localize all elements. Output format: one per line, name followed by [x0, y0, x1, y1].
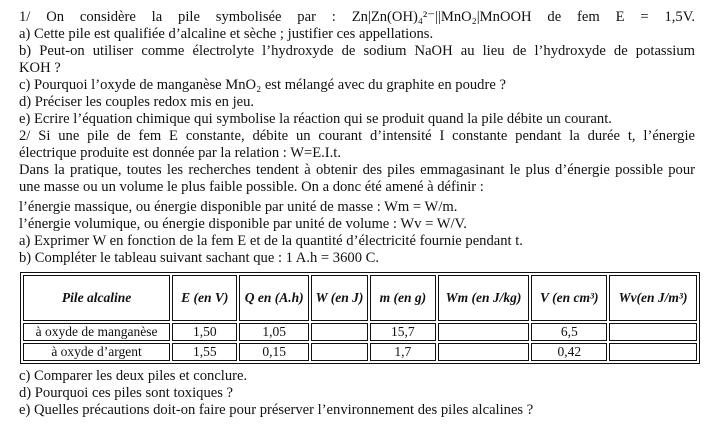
header-w: W (en J) [311, 275, 368, 321]
question-2b: b) Compléter le tableau suivant sachant que : 1 A.h = 3600 C. [19, 250, 380, 266]
cell-w [311, 323, 368, 341]
practice-paragraph-cont: une masse ou un volume le plus faible possible. On a donc été amené à définir : [19, 179, 484, 195]
cell-e: 1,50 [172, 323, 237, 341]
cell-e: 1,55 [172, 343, 237, 361]
question-2-statement: 2/ Si une pile de fem E constante, débite un courant d’intensité I constante pendant la durée t, l’énergie [19, 128, 695, 144]
header-wm: Wm (en J/kg) [438, 275, 530, 321]
header-q: Q en (A.h) [239, 275, 308, 321]
cell-wm [438, 323, 530, 341]
data-table-wrap [20, 272, 700, 364]
cell-m: 1,7 [370, 343, 435, 361]
question-1b-cont: KOH ? [19, 60, 61, 76]
cell-wv [609, 323, 697, 341]
question-2e: e) Quelles précautions doit-on faire pour préserver l’environnement des piles alcalines ? [19, 402, 534, 418]
question-1e: e) Ecrire l’équation chimique qui symbolise la réaction qui se produit quand la pile débite un courant. [19, 111, 612, 127]
cell-pile-name: à oxyde d’argent [23, 343, 170, 361]
cell-q: 0,15 [239, 343, 308, 361]
question-1c: c) Pourquoi l’oxyde de manganèse MnO₂ est mélangé avec du graphite en poudre ? [19, 77, 506, 93]
definition-mass-energy: l’énergie massique, ou énergie disponible par unité de masse : Wm = W/m. [19, 199, 458, 215]
question-2-relation: électrique produite est donnée par la relation : W=E.I.t. [19, 145, 342, 161]
cell-pile-name: à oxyde de manganèse [23, 323, 170, 341]
header-e: E (en V) [172, 275, 237, 321]
header-pile: Pile alcaline [23, 275, 170, 321]
question-2a: a) Exprimer W en fonction de la fem E et de la quantité d’électricité fournie pendant t. [19, 233, 523, 249]
practice-paragraph: Dans la pratique, toutes les recherches tendent à obtenir des piles emmagasinant le plus d’énergie possible pour [19, 162, 695, 178]
question-2c: c) Comparer les deux piles et conclure. [19, 368, 248, 384]
question-1a: a) Cette pile est qualifiée d’alcaline et sèche ; justifier ces appellations. [19, 26, 434, 42]
cell-v: 6,5 [531, 323, 607, 341]
question-1-statement: 1/ On considère la pile symbolisée par : Zn|Zn(OH)₄²⁻||MnO₂|MnOOH de fem E = 1,5V. [19, 9, 695, 25]
question-2d: d) Pourquoi ces piles sont toxiques ? [19, 385, 234, 401]
data-table [20, 272, 700, 364]
header-wv: Wv(en J/m³) [609, 275, 697, 321]
cell-m: 15,7 [370, 323, 435, 341]
cell-wm [438, 343, 530, 361]
header-v: V (en cm³) [531, 275, 607, 321]
question-1d: d) Préciser les couples redox mis en jeu. [19, 94, 255, 110]
cell-wv [609, 343, 697, 361]
table-row [23, 343, 697, 361]
cell-w [311, 343, 368, 361]
question-1b: b) Peut-on utiliser comme électrolyte l’hydroxyde de sodium NaOH au lieu de l’hydroxyde de potassium [19, 43, 695, 59]
header-m: m (en g) [370, 275, 435, 321]
definition-volume-energy: l’énergie volumique, ou énergie disponible par unité de volume : Wv = W/V. [19, 216, 467, 232]
table-header-row [23, 275, 697, 321]
cell-v: 0,42 [531, 343, 607, 361]
cell-q: 1,05 [239, 323, 308, 341]
table-row [23, 323, 697, 341]
